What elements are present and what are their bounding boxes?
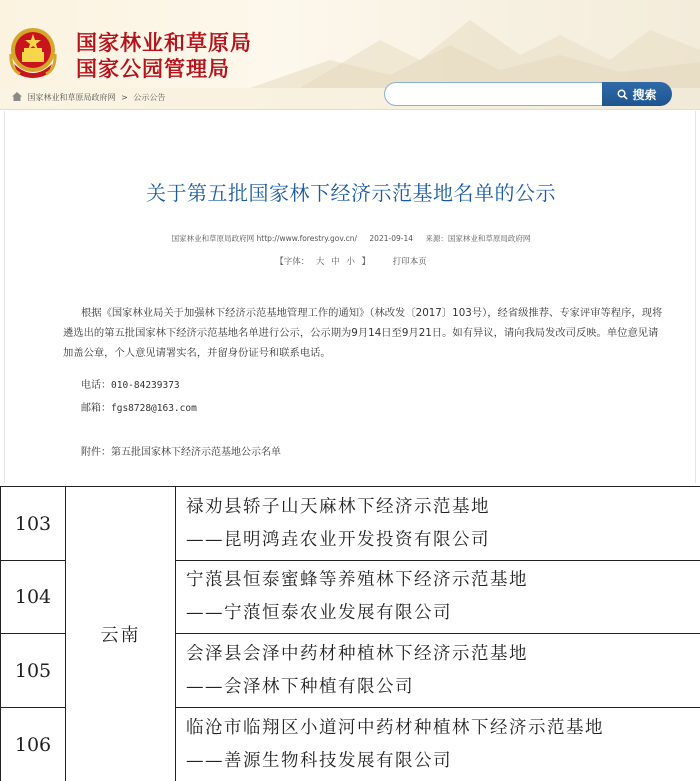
org-name-forestry: 国家林业和草原局 (76, 30, 252, 55)
national-emblem-icon (8, 24, 58, 80)
base-name: 临沧市临翔区小道河中药材种植林下经济示范基地 (186, 717, 604, 738)
row-number: 105 (1, 634, 66, 708)
breadcrumb-current-link[interactable]: 公示公告 (133, 93, 166, 102)
contact-phone (81, 376, 180, 391)
base-name: 会泽县会泽中药材种植林下经济示范基地 (186, 643, 528, 664)
base-company: ——宁蒗恒泰农业发展有限公司 (186, 603, 452, 623)
email-label: 邮箱： (81, 403, 111, 414)
search-button[interactable] (602, 82, 672, 106)
print-page-link[interactable]: 打印本页 (392, 257, 427, 267)
breadcrumb-separator: > (121, 93, 128, 102)
row-number: 104 (1, 561, 66, 634)
phone-value: 010-84239373 (111, 380, 180, 391)
article-body: 根据《国家林业局关于加强林下经济示范基地管理工作的通知》（林改发〔2017〕103号），经省级推荐、专家评审等程序，现将遴选出的第五批国家林下经济示范基地名单进行公示，公示期为9月14日至9月21日。如有异议，请向我局发改司反映。单位意见请加盖公章，个人意见请署实名，并留身份证号和联系电话。 (63, 307, 663, 359)
home-icon (12, 92, 22, 101)
phone-label: 电话： (81, 380, 111, 391)
base-company: ——善源生物科技发展有限公司 (186, 750, 452, 771)
site-header (0, 0, 700, 88)
table-row (1, 487, 700, 561)
meta-url[interactable]: http://www.forestry.gov.cn/ (256, 234, 358, 243)
font-small-button[interactable]: 小 (346, 257, 355, 267)
meta-date: 2021-09-14 (369, 234, 413, 243)
article-tools (5, 255, 697, 267)
breadcrumb-home-link[interactable]: 国家林业和草原局政府网 (27, 93, 116, 102)
article-meta (5, 233, 697, 244)
base-name: 禄劝县轿子山天麻林下经济示范基地 (186, 496, 490, 517)
demonstration-base-table (0, 486, 700, 781)
province-cell: 云南 (66, 487, 176, 781)
base-cell (176, 708, 700, 781)
search-input[interactable] (384, 82, 602, 106)
search-button-label: 搜索 (632, 87, 657, 102)
base-cell (176, 487, 700, 561)
base-cell (176, 634, 700, 708)
base-cell (176, 561, 700, 634)
article-title: 关于第五批国家林下经济示范基地名单的公示 (146, 181, 556, 205)
email-value[interactable]: fgs8728@163.com (111, 403, 197, 414)
search-icon (617, 89, 628, 100)
row-number: 106 (1, 708, 66, 781)
base-name: 宁蒗县恒泰蜜蜂等养殖林下经济示范基地 (186, 570, 528, 590)
font-size-close: 】 (361, 257, 371, 267)
base-company: ——会泽林下种植有限公司 (186, 676, 414, 697)
font-medium-button[interactable]: 中 (331, 257, 340, 267)
font-large-button[interactable]: 大 (315, 257, 325, 267)
article-panel (4, 111, 696, 483)
attachment-link[interactable]: 附件：第五批国家林下经济示范基地公示名单 (81, 447, 281, 458)
base-company: ——昆明鸿垚农业开发投资有限公司 (186, 529, 490, 550)
meta-site: 国家林业和草原局政府网 (171, 234, 255, 243)
font-size-label: 【字体： (275, 257, 310, 267)
row-number: 103 (1, 487, 66, 561)
contact-email (81, 399, 197, 414)
breadcrumb (12, 92, 165, 103)
org-name-national-parks: 国家公园管理局 (76, 56, 230, 81)
meta-source: 来源：国家林业和草原局政府网 (425, 234, 531, 243)
